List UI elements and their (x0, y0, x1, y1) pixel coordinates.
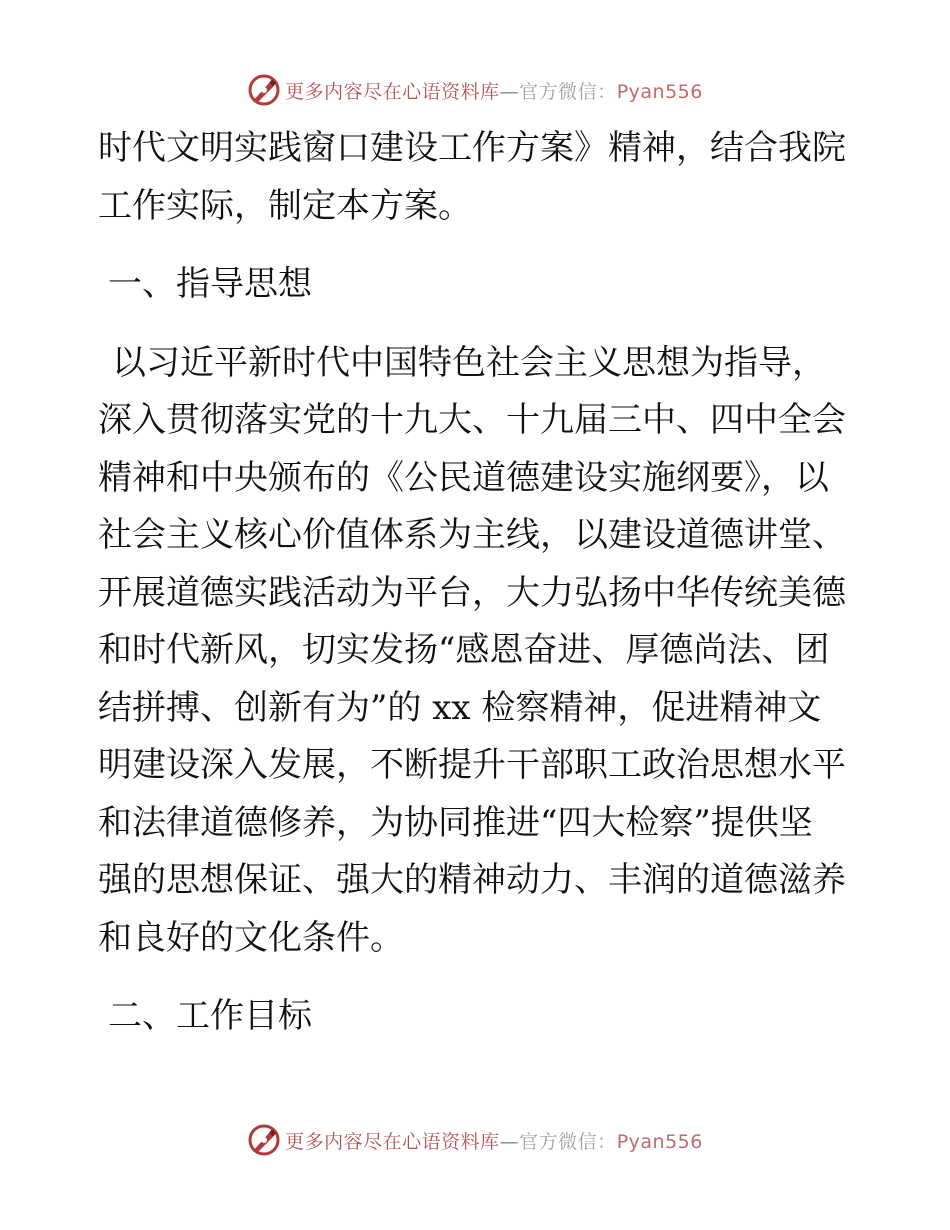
watermark-main-text: 更多内容尽在心语资料库 (285, 1130, 500, 1153)
pen-logo-icon (247, 73, 281, 107)
paragraph-line: 和法律道德修养，为协同推进“四大检察”提供坚 (98, 802, 813, 843)
footer-watermark (0, 1120, 950, 1160)
watermark-wechat-label: 官方微信： (519, 80, 617, 103)
paragraph-line: 精神和中央颁布的《公民道德建设实施纲要》，以 (98, 457, 829, 498)
watermark-wechat-id: Pyan556 (616, 1130, 703, 1153)
paragraph-line: 和时代新风，切实发扬“感恩奋进、厚德尚法、团 (98, 630, 830, 670)
watermark-wechat-id: Pyan556 (616, 80, 703, 103)
paragraph-line: 以习近平新时代中国特色社会主义思想为指导， (112, 342, 826, 383)
paragraph-line: 结拼搏、创新有为”的 xx 检察精神，促进精神文 (98, 687, 822, 728)
section-heading-guiding-ideology: 一、指导思想 (108, 264, 312, 304)
watermark-main-text: 更多内容尽在心语资料库 (285, 80, 500, 103)
paragraph-line: 开展道德实践活动为平台，大力弘扬中华传统美德 (98, 572, 846, 613)
paragraph-line: 时代文明实践窗口建设工作方案》精神，结合我院 (98, 128, 846, 168)
document-body (98, 120, 858, 1046)
paragraph-line: 工作实际，制定本方案。 (98, 185, 472, 226)
paragraph-line: 强的思想保证、强大的精神动力、丰润的道德滋养 (98, 860, 846, 900)
watermark-wechat-label: 官方微信： (519, 1130, 617, 1153)
paragraph-line: 明建设深入发展，不断提升干部职工政治思想水平 (98, 745, 846, 785)
paragraph-line: 和良好的文化条件。 (98, 917, 404, 958)
watermark-separator: — (499, 80, 520, 103)
paragraph-line: 社会主义核心价值体系为主线，以建设道德讲堂、 (98, 515, 846, 555)
paragraph-line: 深入贯彻落实党的十九大、十九届三中、四中全会 (98, 400, 846, 440)
watermark-separator: — (499, 1130, 520, 1153)
section-heading-work-goals: 二、工作目标 (108, 996, 312, 1036)
pen-logo-icon (247, 1123, 281, 1157)
header-watermark (0, 70, 950, 110)
